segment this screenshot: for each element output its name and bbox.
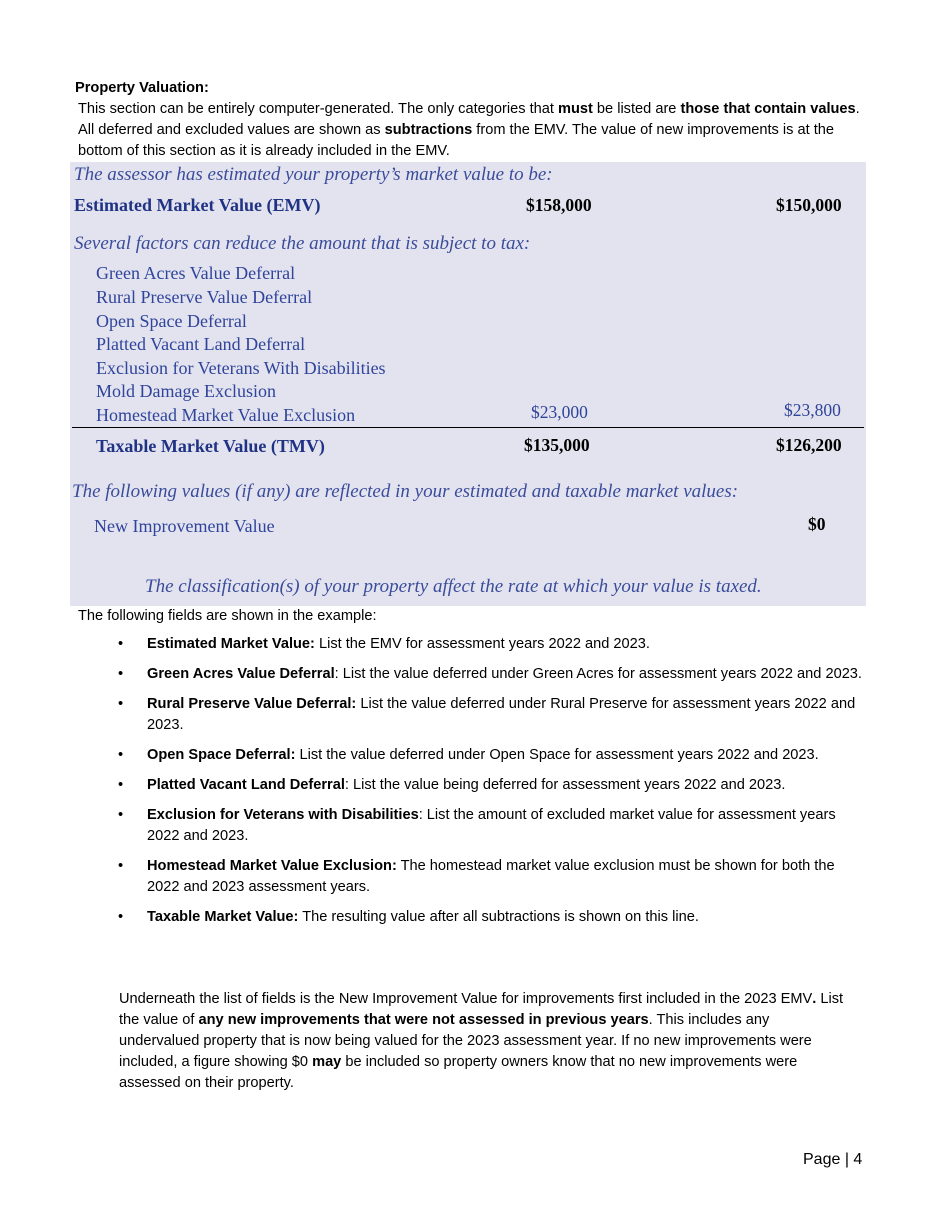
list-item [118, 694, 863, 736]
bullet-icon: • [118, 636, 124, 652]
closing-text-3: . This includes any undervalued property that is now being valued for the 2023 assessment year. If no new improvements were included, a figure showing $0 [119, 1012, 812, 1070]
tmv-value-col2: $126,200 [776, 435, 842, 455]
list-item [118, 745, 863, 766]
page-number: Page | 4 [803, 1151, 863, 1168]
emv-value-col1: $158,000 [526, 195, 592, 215]
new-improvement-label: New Improvement Value [94, 516, 275, 536]
tmv-value-col1: $135,000 [524, 435, 590, 455]
bullet-icon: • [118, 666, 124, 682]
field-desc: The resulting value after all subtractions is shown on this line. [298, 909, 699, 925]
factor-homestead-exclusion: Homestead Market Value Exclusion [96, 405, 356, 425]
intro-bold-values: those that contain values [680, 101, 856, 117]
field-desc: : List the value being deferred for assessment years 2022 and 2023. [344, 777, 786, 793]
closing-bold-may: may [312, 1054, 342, 1070]
list-item [118, 856, 863, 898]
field-term: Platted Vacant Land Deferral [147, 777, 345, 793]
bullet-icon: • [118, 747, 124, 763]
field-desc: The homestead market value exclusion must be shown for both the 2022 and 2023 assessment years. [147, 858, 835, 895]
emv-label: Estimated Market Value (EMV) [74, 195, 321, 215]
factor-platted-vacant-land: Platted Vacant Land Deferral [96, 334, 306, 354]
field-desc: : List the amount of excluded market value for assessment years 2022 and 2023. [147, 807, 836, 844]
homestead-value-col2: $23,800 [784, 400, 841, 420]
classification-note: The classification(s) of your property affect the rate at which your value is taxed. [145, 576, 762, 597]
field-desc: : List the value deferred under Green Acres for assessment years 2022 and 2023. [334, 666, 862, 682]
intro-bold-must: must [557, 101, 593, 117]
factor-rural-preserve: Rural Preserve Value Deferral [96, 287, 313, 307]
reflected-heading: The following values (if any) are reflected in your estimated and taxable market values: [72, 481, 739, 502]
bullet-icon: • [118, 777, 124, 793]
intro-paragraph [78, 99, 868, 162]
field-term: Rural Preserve Value Deferral: [147, 696, 357, 712]
list-item [118, 634, 863, 655]
intro-text-3: . All deferred and excluded values are shown as [78, 101, 860, 138]
estimate-heading: The assessor has estimated your property’s market value to be: [74, 164, 553, 185]
factor-open-space: Open Space Deferral [96, 311, 247, 331]
field-term: Exclusion for Veterans with Disabilities [147, 807, 419, 823]
closing-text-2: List the value of [119, 991, 844, 1028]
intro-bold-subtractions: subtractions [384, 122, 473, 138]
subtotal-rule [72, 427, 864, 428]
reduce-heading: Several factors can reduce the amount that is subject to tax: [74, 233, 531, 254]
valuation-statement-example [70, 162, 866, 606]
field-term: Open Space Deferral: [147, 747, 296, 763]
bullet-icon: • [118, 909, 124, 925]
closing-bold-new-improvements: any new improvements that were not assessed in previous years [198, 1012, 649, 1028]
field-term: Homestead Market Value Exclusion: [147, 858, 397, 874]
list-item [118, 907, 863, 928]
intro-text-2: be listed are [592, 101, 681, 117]
field-term: Taxable Market Value: [147, 909, 299, 925]
field-term: Green Acres Value Deferral [147, 666, 335, 682]
fields-intro: The following fields are shown in the example: [78, 608, 377, 624]
field-term: Estimated Market Value: [147, 636, 315, 652]
closing-text-4: be included so property owners know that no new improvements were assessed on their property. [119, 1054, 798, 1091]
bullet-icon: • [118, 858, 124, 874]
new-improvement-value: $0 [808, 514, 826, 534]
field-desc: List the EMV for assessment years 2022 and 2023. [314, 636, 650, 652]
closing-paragraph [119, 989, 849, 1094]
emv-value-col2: $150,000 [776, 195, 842, 215]
closing-bold-period: . [812, 991, 817, 1007]
closing-text-1: Underneath the list of fields is the New Improvement Value for improvements first included in the 2023 EMV [119, 991, 813, 1007]
section-heading: Property Valuation: [75, 80, 209, 96]
list-item [118, 805, 863, 847]
list-item [118, 664, 863, 685]
factor-veterans-exclusion: Exclusion for Veterans With Disabilities [96, 358, 386, 378]
factor-green-acres: Green Acres Value Deferral [96, 263, 296, 283]
factor-mold-damage: Mold Damage Exclusion [96, 381, 276, 401]
fields-list [118, 634, 863, 937]
list-item [118, 775, 863, 796]
bullet-icon: • [118, 807, 124, 823]
field-desc: List the value deferred under Rural Preserve for assessment years 2022 and 2023. [147, 696, 856, 733]
homestead-value-col1: $23,000 [531, 402, 588, 422]
intro-text-1: This section can be entirely computer-generated. The only categories that [78, 101, 558, 117]
tmv-label: Taxable Market Value (TMV) [96, 436, 325, 456]
intro-text-4: from the EMV. The value of new improvements is at the bottom of this section as it is already included in the EMV. [78, 122, 835, 159]
field-desc: List the value deferred under Open Space for assessment years 2022 and 2023. [295, 747, 819, 763]
bullet-icon: • [118, 696, 124, 712]
